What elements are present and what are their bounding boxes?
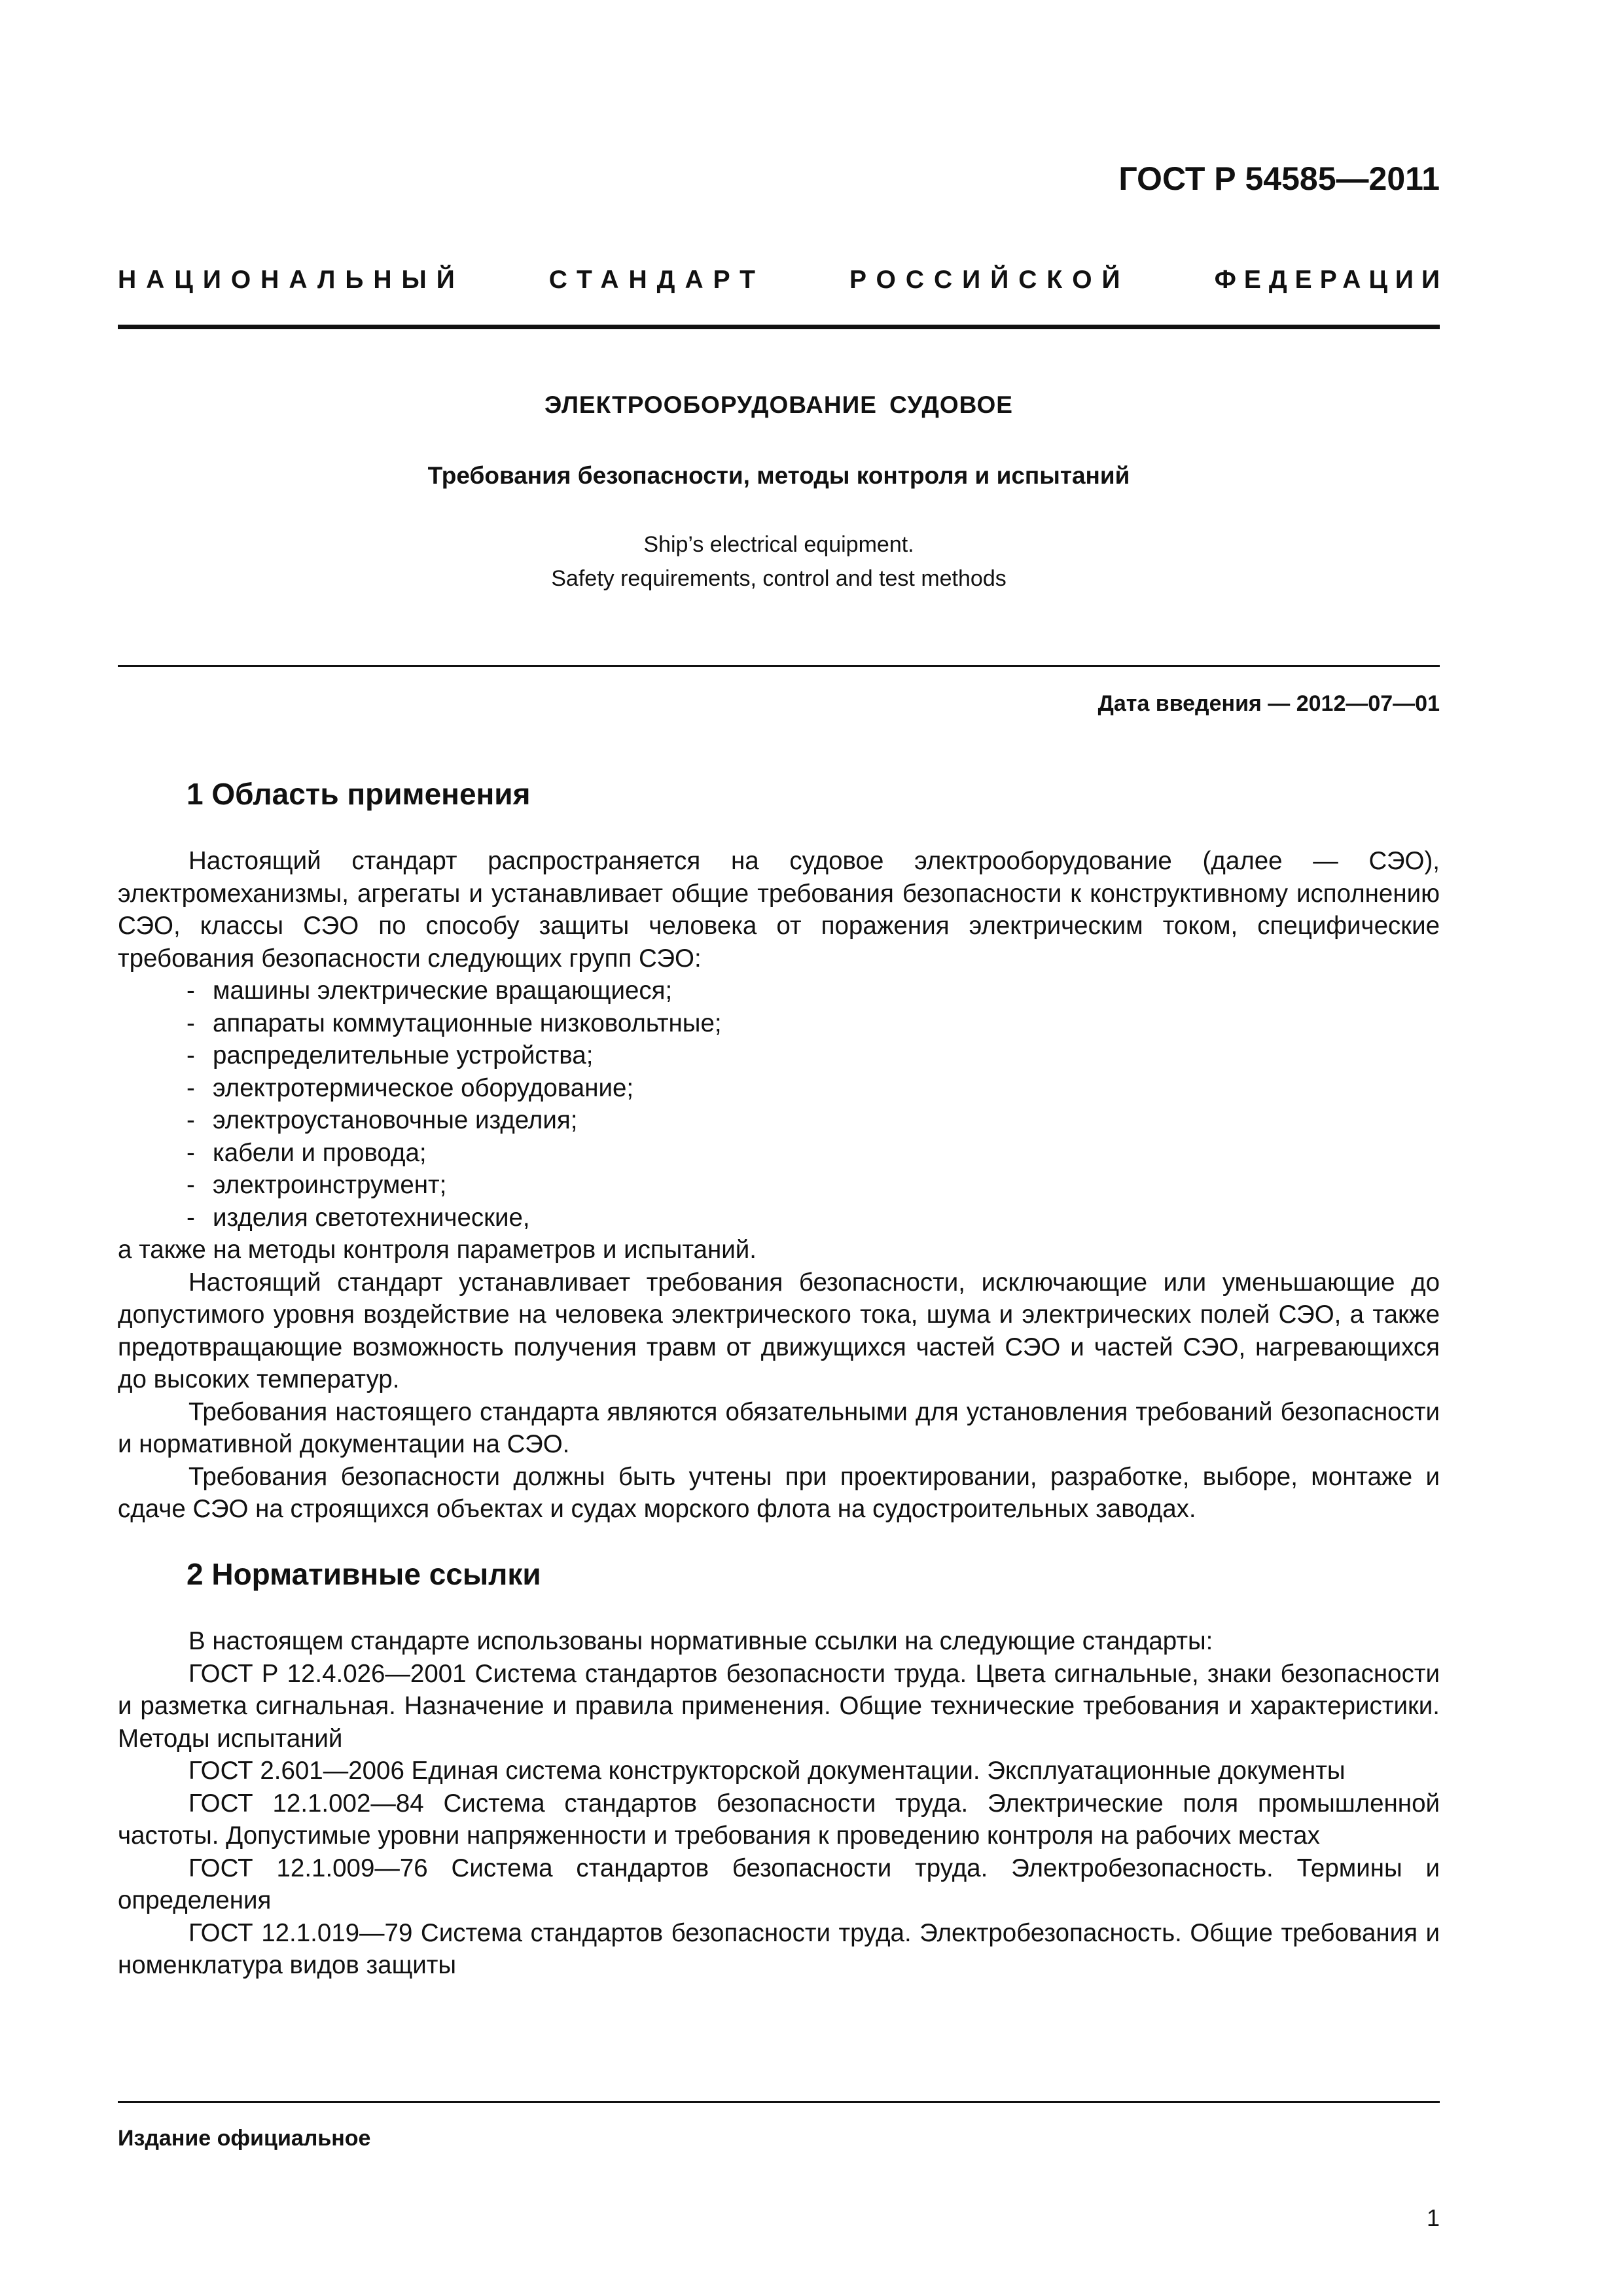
english-title-line: Safety requirements, control and test methods	[551, 566, 1007, 591]
banner-word: СТАНДАРТ	[548, 266, 765, 294]
banner-word: РОССИЙСКОЙ	[849, 266, 1130, 294]
list-dash: -	[187, 1171, 195, 1199]
page-number: 1	[1426, 2204, 1440, 2231]
list-dash: -	[187, 1203, 195, 1232]
paragraph: В настоящем стандарте использованы нормативные ссылки на следующие стандарты:	[188, 1627, 1213, 1655]
section-1-heading: 1 Область применения	[187, 777, 531, 811]
list-dash: -	[187, 1041, 195, 1069]
list-item: - кабели и провода;	[187, 1137, 1440, 1170]
list-item: - распределительные устройства;	[187, 1039, 1440, 1072]
paragraph: Настоящий стандарт распространяется на судовое электрооборудование (далее — СЭО), электромеханизмы, агрегаты и устанавливает общие требования безопасности к конструктивному исполнению СЭО, классы СЭО по способу защиты человека от поражения электрическим током, специфические требования безопасности следующих групп СЭО:	[118, 847, 1440, 973]
list-dash: -	[187, 1073, 195, 1102]
list-item: - аппараты коммутационные низковольтные;	[187, 1007, 1440, 1040]
paragraph: Настоящий стандарт устанавливает требования безопасности, исключающие или уменьшающие до допустимого уровня воздействие на человека электрического тока, шума и электрических полей СЭО, а также предотвращающие возможность получения травм от движущихся частей СЭО и частей СЭО, нагревающихся до высоких температур.	[118, 1268, 1440, 1393]
paragraph: а также на методы контроля параметров и испытаний.	[118, 1236, 757, 1264]
reference-item: ГОСТ Р 12.4.026—2001 Система стандартов безопасности труда. Цвета сигнальные, знаки безопасности и разметка сигнальная. Назначение и правила применения. Общие технические требования и характеристики. Методы испытаний	[118, 1659, 1440, 1753]
paragraph: Требования настоящего стандарта являются обязательными для установления требований безопасности и нормативной документации на СЭО.	[118, 1397, 1440, 1458]
list-item: - электротермическое оборудование;	[187, 1072, 1440, 1105]
banner-word: ФЕДЕРАЦИИ	[1214, 266, 1448, 294]
section-2-body	[118, 1625, 1440, 1982]
list-dash: -	[187, 1106, 195, 1134]
list-item: - машины электрические вращающиеся;	[187, 975, 1440, 1007]
title-divider	[118, 665, 1440, 667]
reference-item: ГОСТ 2.601—2006 Единая система конструкторской документации. Эксплуатационные документы	[188, 1757, 1346, 1785]
reference-item: ГОСТ 12.1.002—84 Система стандартов безопасности труда. Электрические поля промышленной частоты. Допустимые уровни напряженности и требования к проведению контроля на рабочих местах	[118, 1789, 1440, 1850]
list-item: - электроустановочные изделия;	[187, 1104, 1440, 1137]
header-divider	[118, 325, 1440, 329]
list-item: - электроинструмент;	[187, 1169, 1440, 1202]
list-item: - изделия светотехнические,	[187, 1202, 1440, 1234]
standard-subtitle: Требования безопасности, методы контроля и испытаний	[427, 462, 1130, 489]
english-title-line: Ship’s electrical equipment.	[643, 532, 914, 557]
footer-divider	[118, 2101, 1440, 2103]
banner-word: НАЦИОНАЛЬНЫЙ	[118, 266, 465, 294]
document-number: ГОСТ Р 54585—2011	[1118, 160, 1440, 197]
equipment-group-list	[118, 975, 1440, 1234]
list-dash: -	[187, 977, 195, 1005]
official-edition-label: Издание официальное	[118, 2126, 371, 2151]
section-1-body	[118, 845, 1440, 1526]
introduction-date: Дата введения — 2012—07—01	[1097, 691, 1440, 716]
list-dash: -	[187, 1138, 195, 1167]
list-dash: -	[187, 1009, 195, 1037]
national-standard-banner	[118, 266, 1448, 294]
english-title	[118, 528, 1440, 596]
paragraph: Требования безопасности должны быть учтены при проектировании, разработке, выборе, монтаже и сдаче СЭО на строящихся объектах и судах морского флота на судостроительных заводах.	[118, 1462, 1440, 1523]
document-page	[118, 0, 1448, 2296]
reference-item: ГОСТ 12.1.009—76 Система стандартов безопасности труда. Электробезопасность. Термины и определения	[118, 1854, 1440, 1914]
standard-title: ЭЛЕКТРООБОРУДОВАНИЕ СУДОВОЕ	[544, 391, 1013, 418]
reference-item: ГОСТ 12.1.019—79 Система стандартов безопасности труда. Электробезопасность. Общие требования и номенклатура видов защиты	[118, 1918, 1440, 1979]
section-2-heading: 2 Нормативные ссылки	[187, 1557, 541, 1591]
